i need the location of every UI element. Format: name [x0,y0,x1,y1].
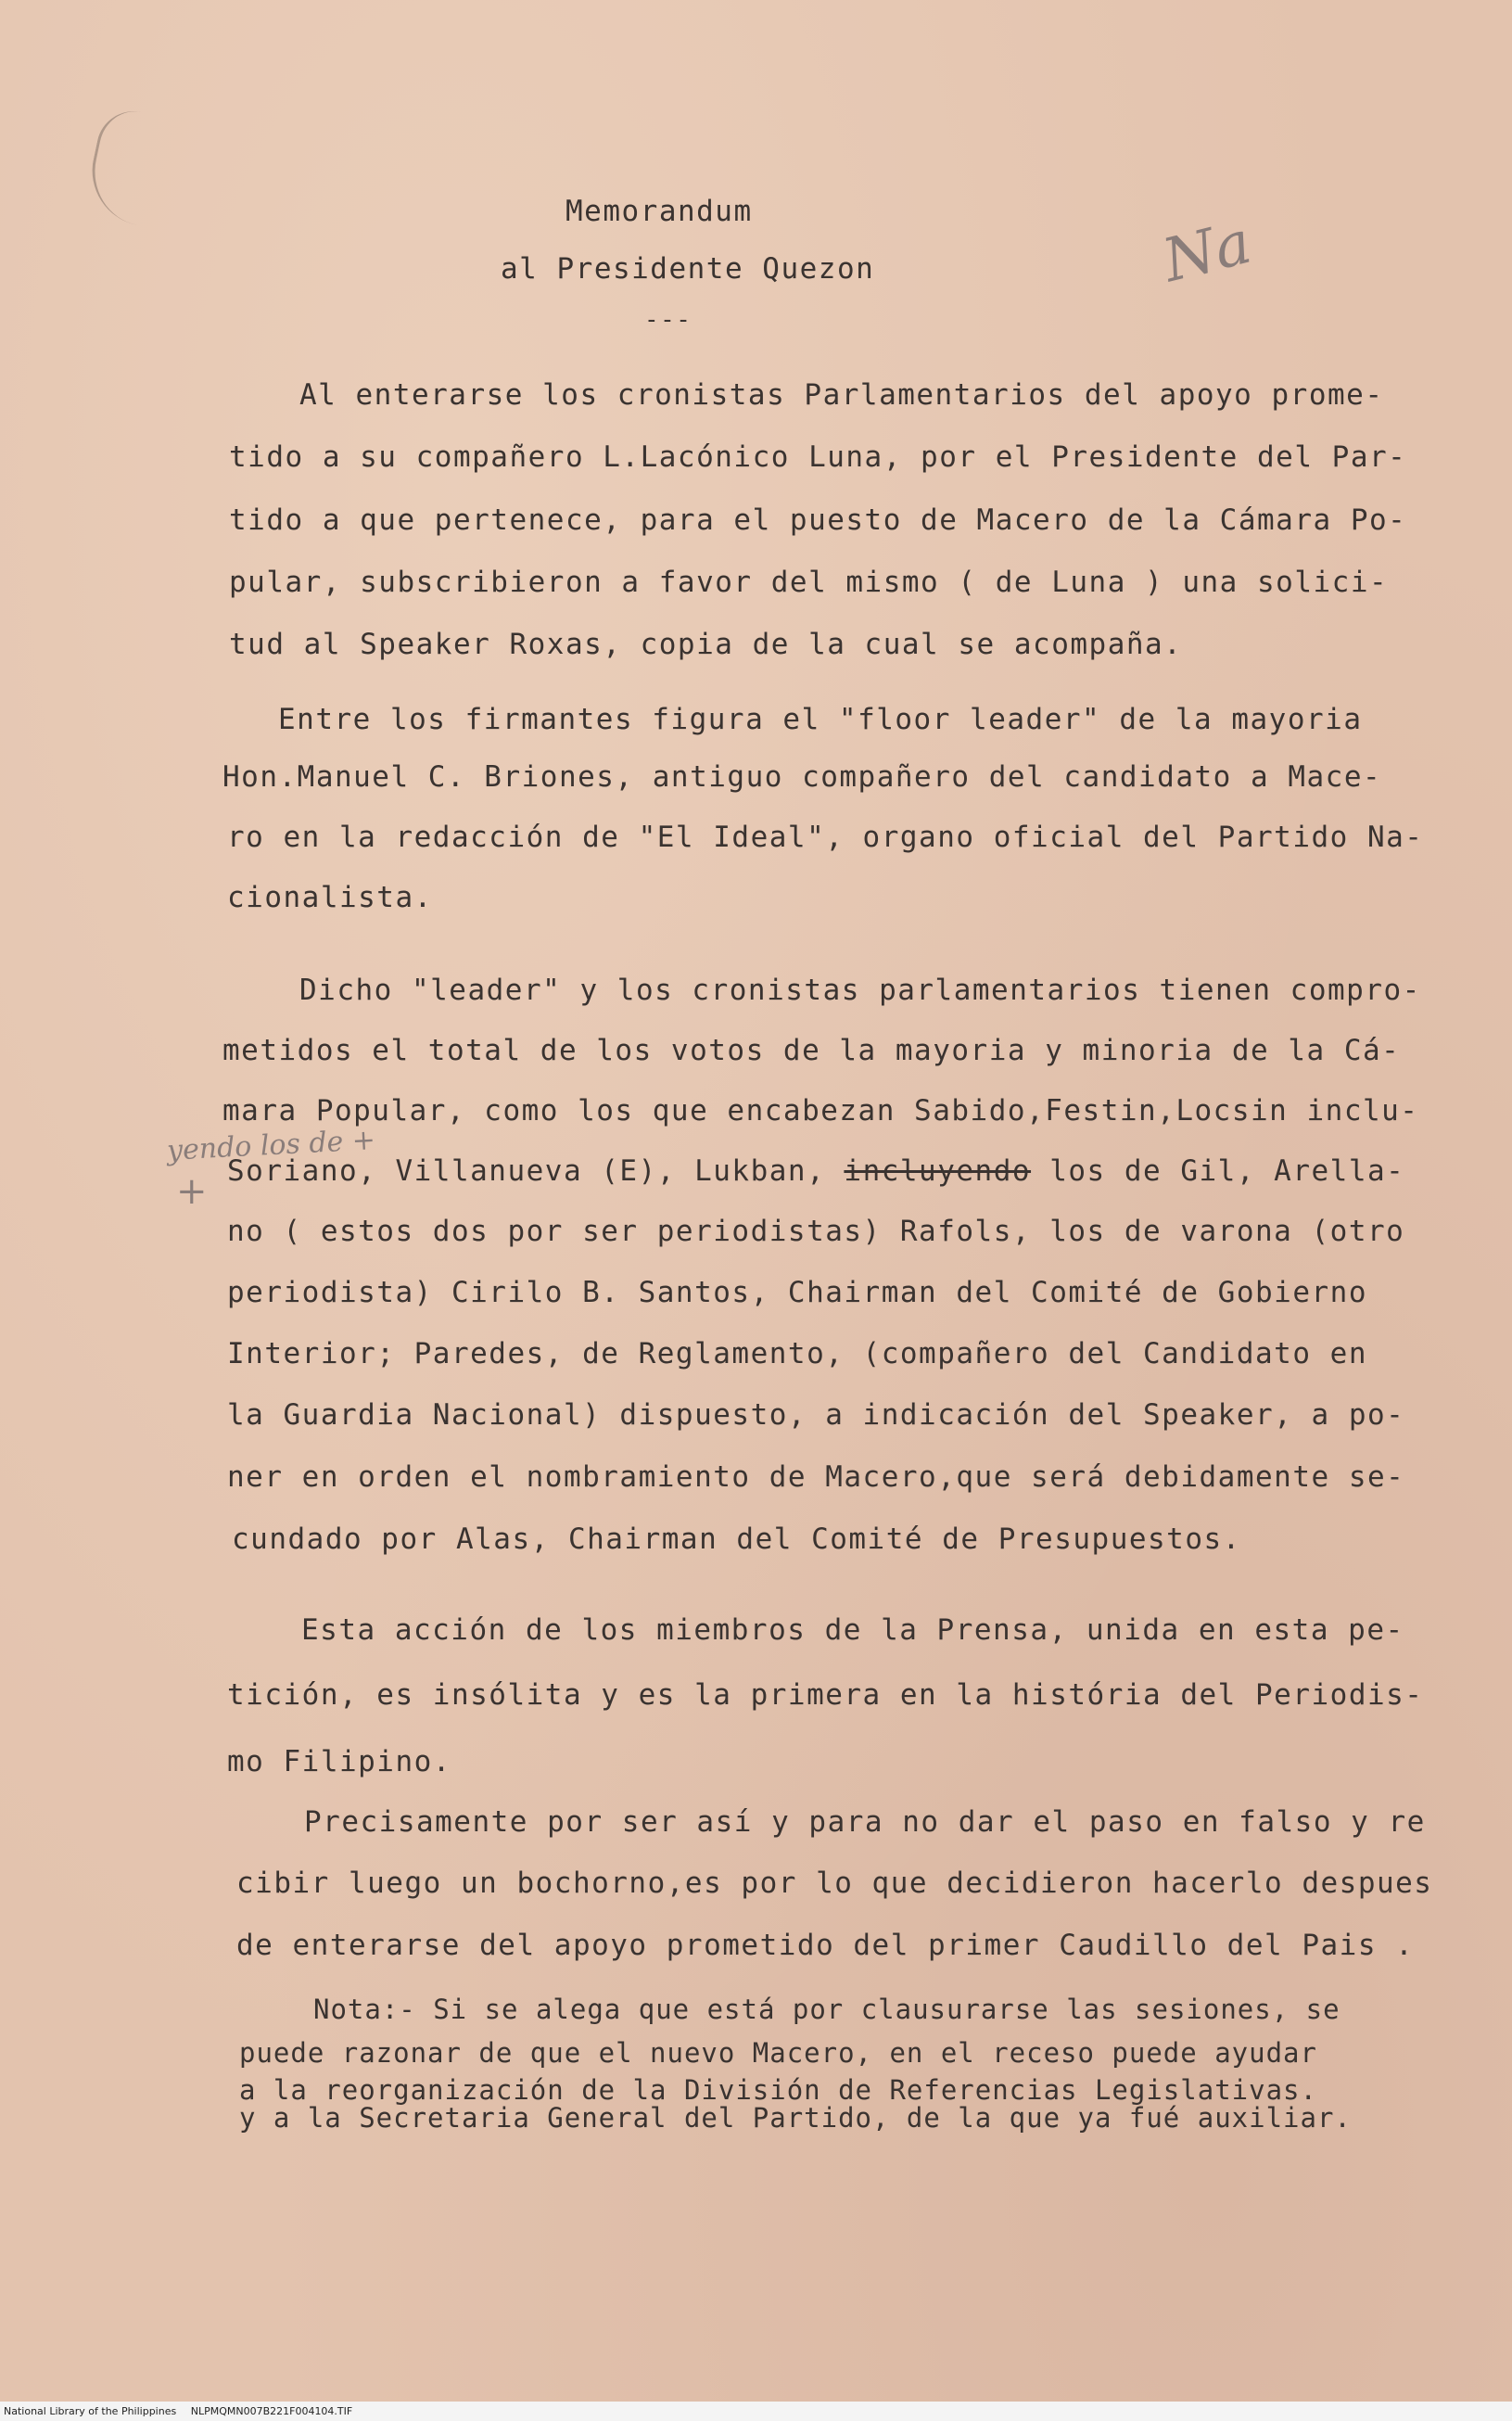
note-line-4: y a la Secretaria General del Partido, de la que ya fué auxiliar. [239,2102,1352,2134]
paragraph-2-line-2: Hon.Manuel C. Briones, antiguo compañero del candidato a Mace- [222,760,1382,794]
memo-title: Memorandum [565,195,753,228]
paragraph-5-line-2: cibir luego un bochorno,es por lo que decidieron hacerlo despues [236,1867,1433,1900]
footer-institution: National Library of the Philippines [4,2405,177,2417]
paragraph-3-line-3: mara Popular, como los que encabezan Sabido,Festin,Locsin inclu- [222,1094,1419,1128]
paragraph-3-line-8: la Guardia Nacional) dispuesto, a indicación del Speaker, a po- [227,1398,1405,1432]
paragraph-4-line-1: Esta acción de los miembros de la Prensa, unida en esta pe- [301,1613,1404,1647]
memo-addressee: al Presidente Quezon [501,252,875,286]
archive-footer [0,2402,1512,2421]
paragraph-3-line-1: Dicho "leader" y los cronistas parlamentarios tienen compro- [299,974,1421,1007]
note-line-2: puede razonar de que el nuevo Macero, en el receso puede ayudar [239,2037,1317,2069]
paragraph-3-line-10: cundado por Alas, Chairman del Comité de Presupuestos. [232,1523,1241,1556]
soriano-line-after: los de Gil, Arella- [1031,1154,1405,1188]
footer-file-id: NLPMQMN007B221F004104.TIF [190,2405,353,2417]
struck-word: incluyendo [844,1154,1032,1188]
paragraph-3-line-2: metidos el total de los votos de la mayoria y minoria de la Cá- [222,1034,1401,1067]
note-line-1: Nota:- Si se alega que está por clausurarse las sesiones, se [313,1994,1340,2025]
paragraph-4-line-2: tición, es insólita y es la primera en la história del Periodis- [227,1678,1424,1712]
paragraph-1-line-5: tud al Speaker Roxas, copia de la cual se acompaña. [229,628,1183,661]
paragraph-3-line-7: Interior; Paredes, de Reglamento, (compañero del Candidato en [227,1337,1367,1370]
paragraph-4-line-3: mo Filipino. [227,1745,451,1778]
note-line-3: a la reorganización de la División de Referencias Legislativas. [239,2074,1317,2106]
insertion-mark: + [176,1170,208,1213]
paragraph-3-line-6: periodista) Cirilo B. Santos, Chairman del Comité de Gobierno [227,1276,1367,1309]
paragraph-5-line-1: Precisamente por ser así y para no dar el paso en falso y re [304,1805,1426,1839]
margin-initial: Na [1156,208,1258,297]
paragraph-2-line-1: Entre los firmantes figura el "floor leader" de la mayoria [278,703,1363,736]
title-separator: --- [644,306,692,334]
paragraph-2-line-4: cionalista. [227,881,433,914]
paper-fold-mark [82,105,180,230]
paragraph-3-line-9: ner en orden el nombramiento de Macero,que será debidamente se- [227,1460,1405,1494]
paragraph-1-line-2: tido a su compañero L.Lacónico Luna, por el Presidente del Par- [229,440,1407,474]
paragraph-3-line-5: no ( estos dos por ser periodistas) Rafols, los de varona (otro [227,1215,1405,1248]
paragraph-1-line-3: tido a que pertenece, para el puesto de Macero de la Cámara Po- [229,503,1407,537]
paragraph-2-line-3: ro en la redacción de "El Ideal", organo oficial del Partido Na- [227,821,1424,854]
paragraph-5-line-3: de enterarse del apoyo prometido del primer Caudillo del Pais . [236,1929,1415,1962]
paragraph-3-line-4 [227,1154,1404,1188]
soriano-line-before: Soriano, Villanueva (E), Lukban, [227,1154,845,1188]
handwritten-insertion: yendo los de + [166,1124,376,1167]
paragraph-1-line-4: pular, subscribieron a favor del mismo ( de Luna ) una solici- [229,566,1389,599]
paragraph-1-line-1: Al enterarse los cronistas Parlamentarios del apoyo prome- [299,378,1384,412]
